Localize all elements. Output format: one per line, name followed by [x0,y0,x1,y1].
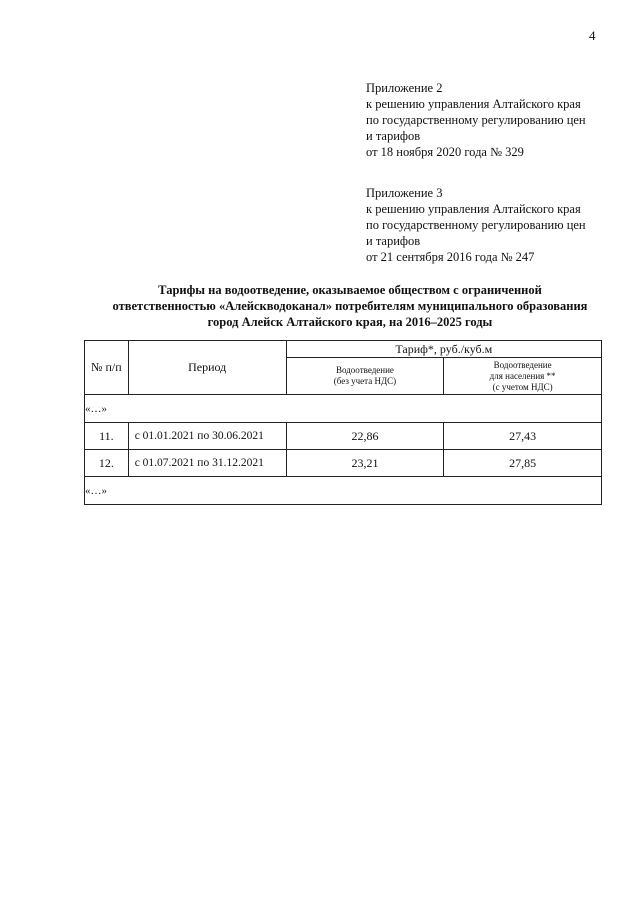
row-num: 12. [85,450,129,477]
appendix-2-line: к решению управления Алтайского края [366,97,581,111]
appendix-2-line: Приложение 2 [366,81,443,95]
row-value-2: 27,43 [444,423,602,450]
ellipsis-row-bottom [85,477,602,505]
appendix-3-line: и тарифов [366,234,421,248]
appendix-3-line: по государственному регулированию цен [366,218,586,232]
appendix-3-header [366,185,616,265]
header-col-2-line: для населения ** [489,370,556,381]
header-col-2-line: Водоотведение [493,359,552,370]
header-period: Период [128,341,286,395]
table-header-row [85,341,602,358]
ellipsis-row-top [85,395,602,423]
table-row [85,450,602,477]
appendix-2-header [366,80,616,160]
header-col-2 [444,358,602,395]
title-line: город Алейск Алтайского края, на 2016–2025 годы [207,315,493,329]
table-row [85,423,602,450]
ellipsis-top: «…» [85,395,602,423]
document-title [80,282,620,330]
row-period: с 01.07.2021 по 31.12.2021 [128,450,286,477]
row-num: 11. [85,423,129,450]
row-value-2: 27,85 [444,450,602,477]
ellipsis-bottom: «…» [85,477,602,505]
row-value-1: 23,21 [286,450,444,477]
title-line: ответственностью «Алейскводоканал» потребителям муниципального образования [112,299,588,313]
appendix-3-line: от 21 сентября 2016 года № 247 [366,250,535,264]
title-line: Тарифы на водоотведение, оказываемое обществом с ограниченной [158,283,542,297]
page-number: 4 [589,28,596,43]
appendix-3-line: к решению управления Алтайского края [366,202,581,216]
appendix-2-line: по государственному регулированию цен [366,113,586,127]
header-col-1 [286,358,444,395]
header-col-1-line: (без учета НДС) [333,376,397,386]
header-num: № п/п [85,341,129,395]
row-value-1: 22,86 [286,423,444,450]
tariff-table [84,340,602,505]
appendix-2-line: и тарифов [366,129,421,143]
row-period: с 01.01.2021 по 30.06.2021 [128,423,286,450]
appendix-3-line: Приложение 3 [366,186,443,200]
header-col-1-line: Водоотведение [335,365,394,375]
header-tariff: Тариф*, руб./куб.м [286,341,601,358]
appendix-2-line: от 18 ноября 2020 года № 329 [366,145,524,159]
header-col-2-line: (с учетом НДС) [492,381,553,392]
